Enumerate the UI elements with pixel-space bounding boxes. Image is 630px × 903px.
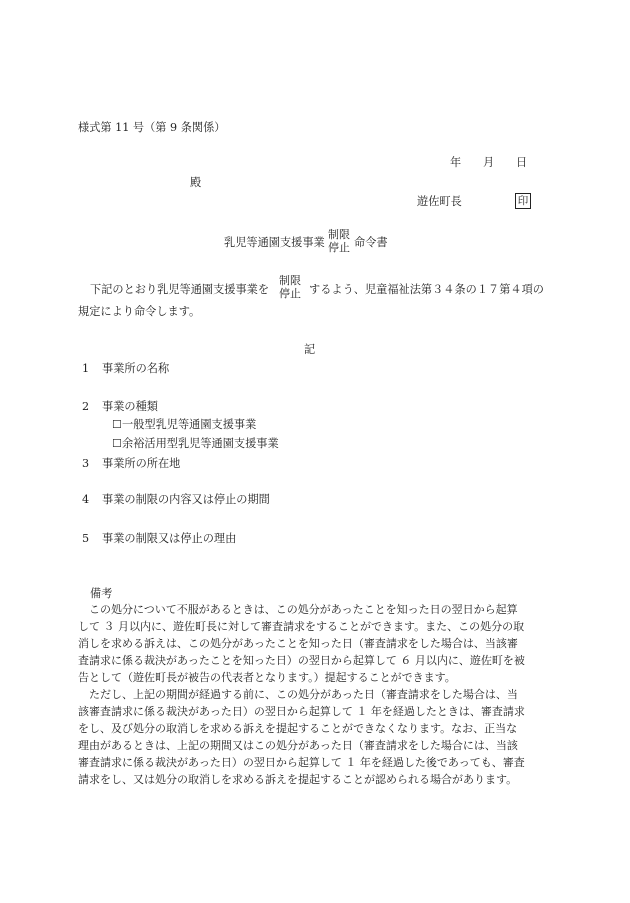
item-4-label: 事業の制限の内容又は停止の期間 <box>102 493 270 506</box>
date-month-label: 月 <box>483 156 495 169</box>
item-5-label: 事業の制限又は停止の理由 <box>102 532 237 545</box>
document-title-suffix: 命令書 <box>354 236 388 249</box>
remarks-paragraph-1 <box>78 601 548 686</box>
item-1-label: 事業所の名称 <box>102 362 170 375</box>
item-2-label: 事業の種類 <box>102 400 158 413</box>
document-title-prefix: 乳児等通園支援事業 <box>224 236 325 249</box>
ki-heading: 記 <box>304 343 316 356</box>
seal-mark: 印 <box>515 193 531 209</box>
remarks-p2-line: 請求をし、又は処分の取消しを求める訴えを提起することが認められる場合があります。 <box>78 773 518 786</box>
remarks-p1-line: 査請求に係る裁決があったことを知った日）の翌日から起算して ６ 月以内に、遊佐町を被 <box>78 654 525 667</box>
remarks-p1-line: して ３ 月以内に、遊佐町長に対して審査請求をすることができます。また、この処分の取 <box>78 620 525 633</box>
title-option-restrict: 制限 <box>328 228 350 241</box>
item-4-number: 4 <box>82 493 90 506</box>
remarks-p2-line: をし、及び処分の取消しを求める訴えを提起することができなくなります。なお、正当な <box>78 722 518 735</box>
body-option-suspend: 停止 <box>279 287 301 300</box>
item-3-label: 事業所の所在地 <box>102 457 181 470</box>
addressee-suffix: 殿 <box>190 176 202 189</box>
remarks-p1-line: この処分について不服があるときは、この処分があったことを知った日の翌日から起算 <box>89 603 518 616</box>
body-option-restrict: 制限 <box>279 274 301 287</box>
form-number: 様式第 11 号（第 9 条関係） <box>78 121 226 134</box>
item-2-number: 2 <box>82 400 90 413</box>
item-2-option-spare-capacity: ☐余裕活用型乳児等通園支援事業 <box>112 437 279 450</box>
remarks-p1-line: 消しを求める訴えは、この処分があったことを知った日（審査請求をした場合は、当該審 <box>78 637 518 650</box>
remarks-p2-line: 理由があるときは、上記の期間又はこの処分があった日（審査請求をした場合には、当該 <box>78 739 518 752</box>
remarks-heading: 備考 <box>90 587 113 600</box>
item-5-number: 5 <box>82 532 90 545</box>
remarks-p2-line: ただし、上記の期間が経過する前に、この処分があった日（審査請求をした場合は、当 <box>89 688 518 701</box>
title-option-suspend: 停止 <box>328 241 350 254</box>
remarks-p1-line: 告として（遊佐町長が被告の代表者となります。）提起することができます。 <box>78 671 456 684</box>
remarks-p2-line: 該審査請求に係る裁決があった日）の翌日から起算して １ 年を経過したときは、審査請求 <box>78 705 525 718</box>
issuer-title: 遊佐町長 <box>417 195 462 208</box>
title-option-stack <box>328 228 350 254</box>
date-year-label: 年 <box>450 156 462 169</box>
remarks-p2-line: 審査請求に係る裁決があった日）の翌日から起算して １ 年を経過した後であっても、審査 <box>78 756 525 769</box>
body-line2: 規定により命令します。 <box>78 305 201 318</box>
item-1-number: 1 <box>82 362 90 375</box>
date-day-label: 日 <box>516 156 528 169</box>
body-line1-end: するよう、児童福祉法第３４条の１７第４項の <box>309 283 544 296</box>
remarks-paragraph-2 <box>78 686 548 788</box>
item-3-number: 3 <box>82 457 90 470</box>
body-line1-start: 下記のとおり乳児等通園支援事業を <box>90 283 270 296</box>
item-2-option-general: ☐一般型乳児等通園支援事業 <box>112 418 257 431</box>
body-option-stack <box>279 274 301 300</box>
